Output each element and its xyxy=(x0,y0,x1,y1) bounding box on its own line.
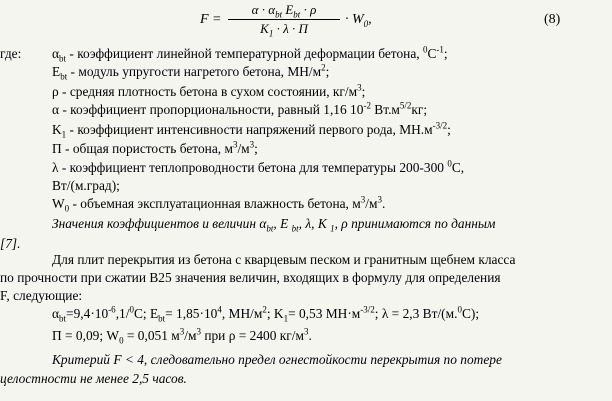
tail-part: · W xyxy=(345,12,364,27)
definition-end: кг; xyxy=(411,102,428,117)
definition-end: ; xyxy=(447,122,451,137)
v: 0 xyxy=(119,335,124,346)
definition-end: ; xyxy=(254,141,258,156)
note-line-1 xyxy=(52,214,495,233)
v: 1 xyxy=(283,313,289,324)
note-text: , ρ принимаются по данным xyxy=(334,216,496,231)
note-line-2: [7]. xyxy=(0,236,21,251)
v: ; K xyxy=(266,306,284,321)
conclusion-line-2: целостности не менее 2,5 часов. xyxy=(0,371,187,386)
v: 0 xyxy=(457,304,462,315)
definition-sub: 1 xyxy=(61,129,67,140)
definition-text: - коэффициент интенсивности напряжений первого рода, МН.м xyxy=(66,122,433,137)
den-part: K xyxy=(260,21,269,36)
where-label: где: xyxy=(0,46,22,61)
v: /м xyxy=(184,328,197,343)
equation-numerator xyxy=(228,2,340,20)
definition-line xyxy=(52,62,329,81)
note-sub: bt xyxy=(291,223,299,234)
definition-end: ; xyxy=(443,46,448,61)
note-text: , E xyxy=(273,216,292,231)
definition-after: /м xyxy=(237,141,250,156)
definition-after: C xyxy=(427,46,437,61)
definition-end: ; xyxy=(361,84,366,99)
paragraph-line-3: F, следующие: xyxy=(0,288,83,303)
equation-denominator xyxy=(228,21,340,39)
num-sub: bt xyxy=(275,9,283,20)
note-sub: bt xyxy=(266,223,274,234)
note-sub: 1 xyxy=(330,223,335,234)
note-text: , λ, K xyxy=(298,216,331,231)
den-sub: 1 xyxy=(268,28,274,39)
definition-sym: ρ xyxy=(52,84,59,99)
num-part: α · α xyxy=(251,2,276,17)
v: . xyxy=(308,328,312,343)
v: -3/2 xyxy=(360,304,375,315)
equation-fraction xyxy=(228,2,340,39)
num-part: · ρ xyxy=(300,2,317,17)
v: bt xyxy=(59,313,67,324)
definition-text: Вт/(м.град); xyxy=(52,178,120,193)
values-line-1 xyxy=(52,304,479,323)
paragraph-line-1: Для плит перекрытия из бетона с кварцевым песком и гранитным щебнем класса xyxy=(52,252,516,267)
v: при ρ = 2400 кг/м xyxy=(200,328,304,343)
v: = 0,53 МН·м xyxy=(288,306,361,321)
tail-part: , xyxy=(368,12,372,27)
definition-sup: 3 xyxy=(232,139,238,150)
definition-sub: 0 xyxy=(64,203,70,214)
definition-sup: -3/2 xyxy=(432,120,448,131)
v: -6 xyxy=(108,304,116,315)
definition-line xyxy=(52,194,385,213)
definition-line xyxy=(52,176,120,195)
num-part: E xyxy=(282,2,294,17)
v: Π = 0,09; W xyxy=(52,328,120,343)
definition-sym: K xyxy=(52,122,62,137)
definition-sup2: 3 xyxy=(249,139,255,150)
v: 0 xyxy=(129,304,134,315)
v: =9,4·10 xyxy=(66,306,109,321)
v: 4 xyxy=(217,304,222,315)
definition-end: ; xyxy=(325,64,330,79)
v: , МН/м xyxy=(221,306,263,321)
definition-end: . xyxy=(381,196,386,211)
definition-sym: α xyxy=(52,46,60,61)
equation-number: (8) xyxy=(544,12,561,27)
definition-after: Вт.м xyxy=(370,102,400,117)
definition-sup: 3 xyxy=(360,194,366,205)
equation-tail xyxy=(345,10,372,29)
num-sub: bt xyxy=(293,9,301,20)
fraction-bar xyxy=(228,19,340,20)
definition-sym: Π xyxy=(52,141,62,156)
definition-text: - объемная эксплуатационная влажность бетона, м xyxy=(69,196,361,211)
definition-line xyxy=(52,44,448,63)
values-line-2 xyxy=(52,326,312,345)
definition-text: - общая пористость бетона, м xyxy=(61,141,233,156)
definition-sup: 0 xyxy=(447,158,452,169)
v: 2 xyxy=(262,304,267,315)
definition-text: - коэффициент линейной температурной деформации бетона, xyxy=(66,46,423,61)
definition-sym: E xyxy=(52,64,61,79)
definition-sup2: 5/2 xyxy=(399,100,412,111)
definition-sym: λ xyxy=(52,160,59,175)
v: = 0,051 м xyxy=(123,328,180,343)
v: α xyxy=(52,306,60,321)
paragraph-line-2: по прочности при сжатии В25 значения величин, входящих в формулу для определения xyxy=(0,270,501,285)
definition-line xyxy=(52,120,451,139)
definition-sym: W xyxy=(52,196,65,211)
definition-line xyxy=(52,139,258,158)
definition-sup: 2 xyxy=(321,62,326,73)
v: 3 xyxy=(196,326,201,337)
definition-sub: bt xyxy=(60,71,68,82)
definition-line xyxy=(52,82,365,101)
definition-sup: -2 xyxy=(363,100,371,111)
note-text: Значения коэффициентов и величин α xyxy=(52,216,267,231)
definition-sup2: -1 xyxy=(436,44,444,55)
v: = 1,85·10 xyxy=(165,306,218,321)
definition-sub: bt xyxy=(59,53,67,64)
v: 3 xyxy=(303,326,309,337)
v: bt xyxy=(158,313,166,324)
definition-line xyxy=(52,158,464,177)
den-part: · λ · Π xyxy=(273,21,308,36)
definition-text: - коэффициент теплопроводности бетона для температуры 200-300 xyxy=(58,160,448,175)
v: ,1/ xyxy=(115,306,130,321)
v: С; E xyxy=(133,306,159,321)
conclusion-line-1: Критерий F < 4, следовательно предел огнестойкости перекрытия по потере xyxy=(52,352,502,367)
v: 3 xyxy=(179,326,185,337)
equation-lhs: F = xyxy=(200,12,222,27)
v: С); xyxy=(461,306,480,321)
definition-sup2: 3 xyxy=(377,194,382,205)
definition-sup: 0 xyxy=(422,44,428,55)
definition-sym: α xyxy=(52,102,60,117)
definition-text: - модуль упругости нагретого бетона, МН/м xyxy=(67,64,322,79)
definition-text: - коэффициент пропорциональности, равный 1,16 10 xyxy=(59,102,364,117)
definition-after: /м xyxy=(365,196,378,211)
definition-text: - средняя плотность бетона в сухом состоянии, кг/м xyxy=(58,84,358,99)
definition-line xyxy=(52,100,427,119)
definition-after: С, xyxy=(451,160,465,175)
definition-sup: 3 xyxy=(357,82,362,93)
v: ; λ = 2,3 Вт/(м. xyxy=(374,306,458,321)
tail-sub: 0 xyxy=(363,18,369,29)
